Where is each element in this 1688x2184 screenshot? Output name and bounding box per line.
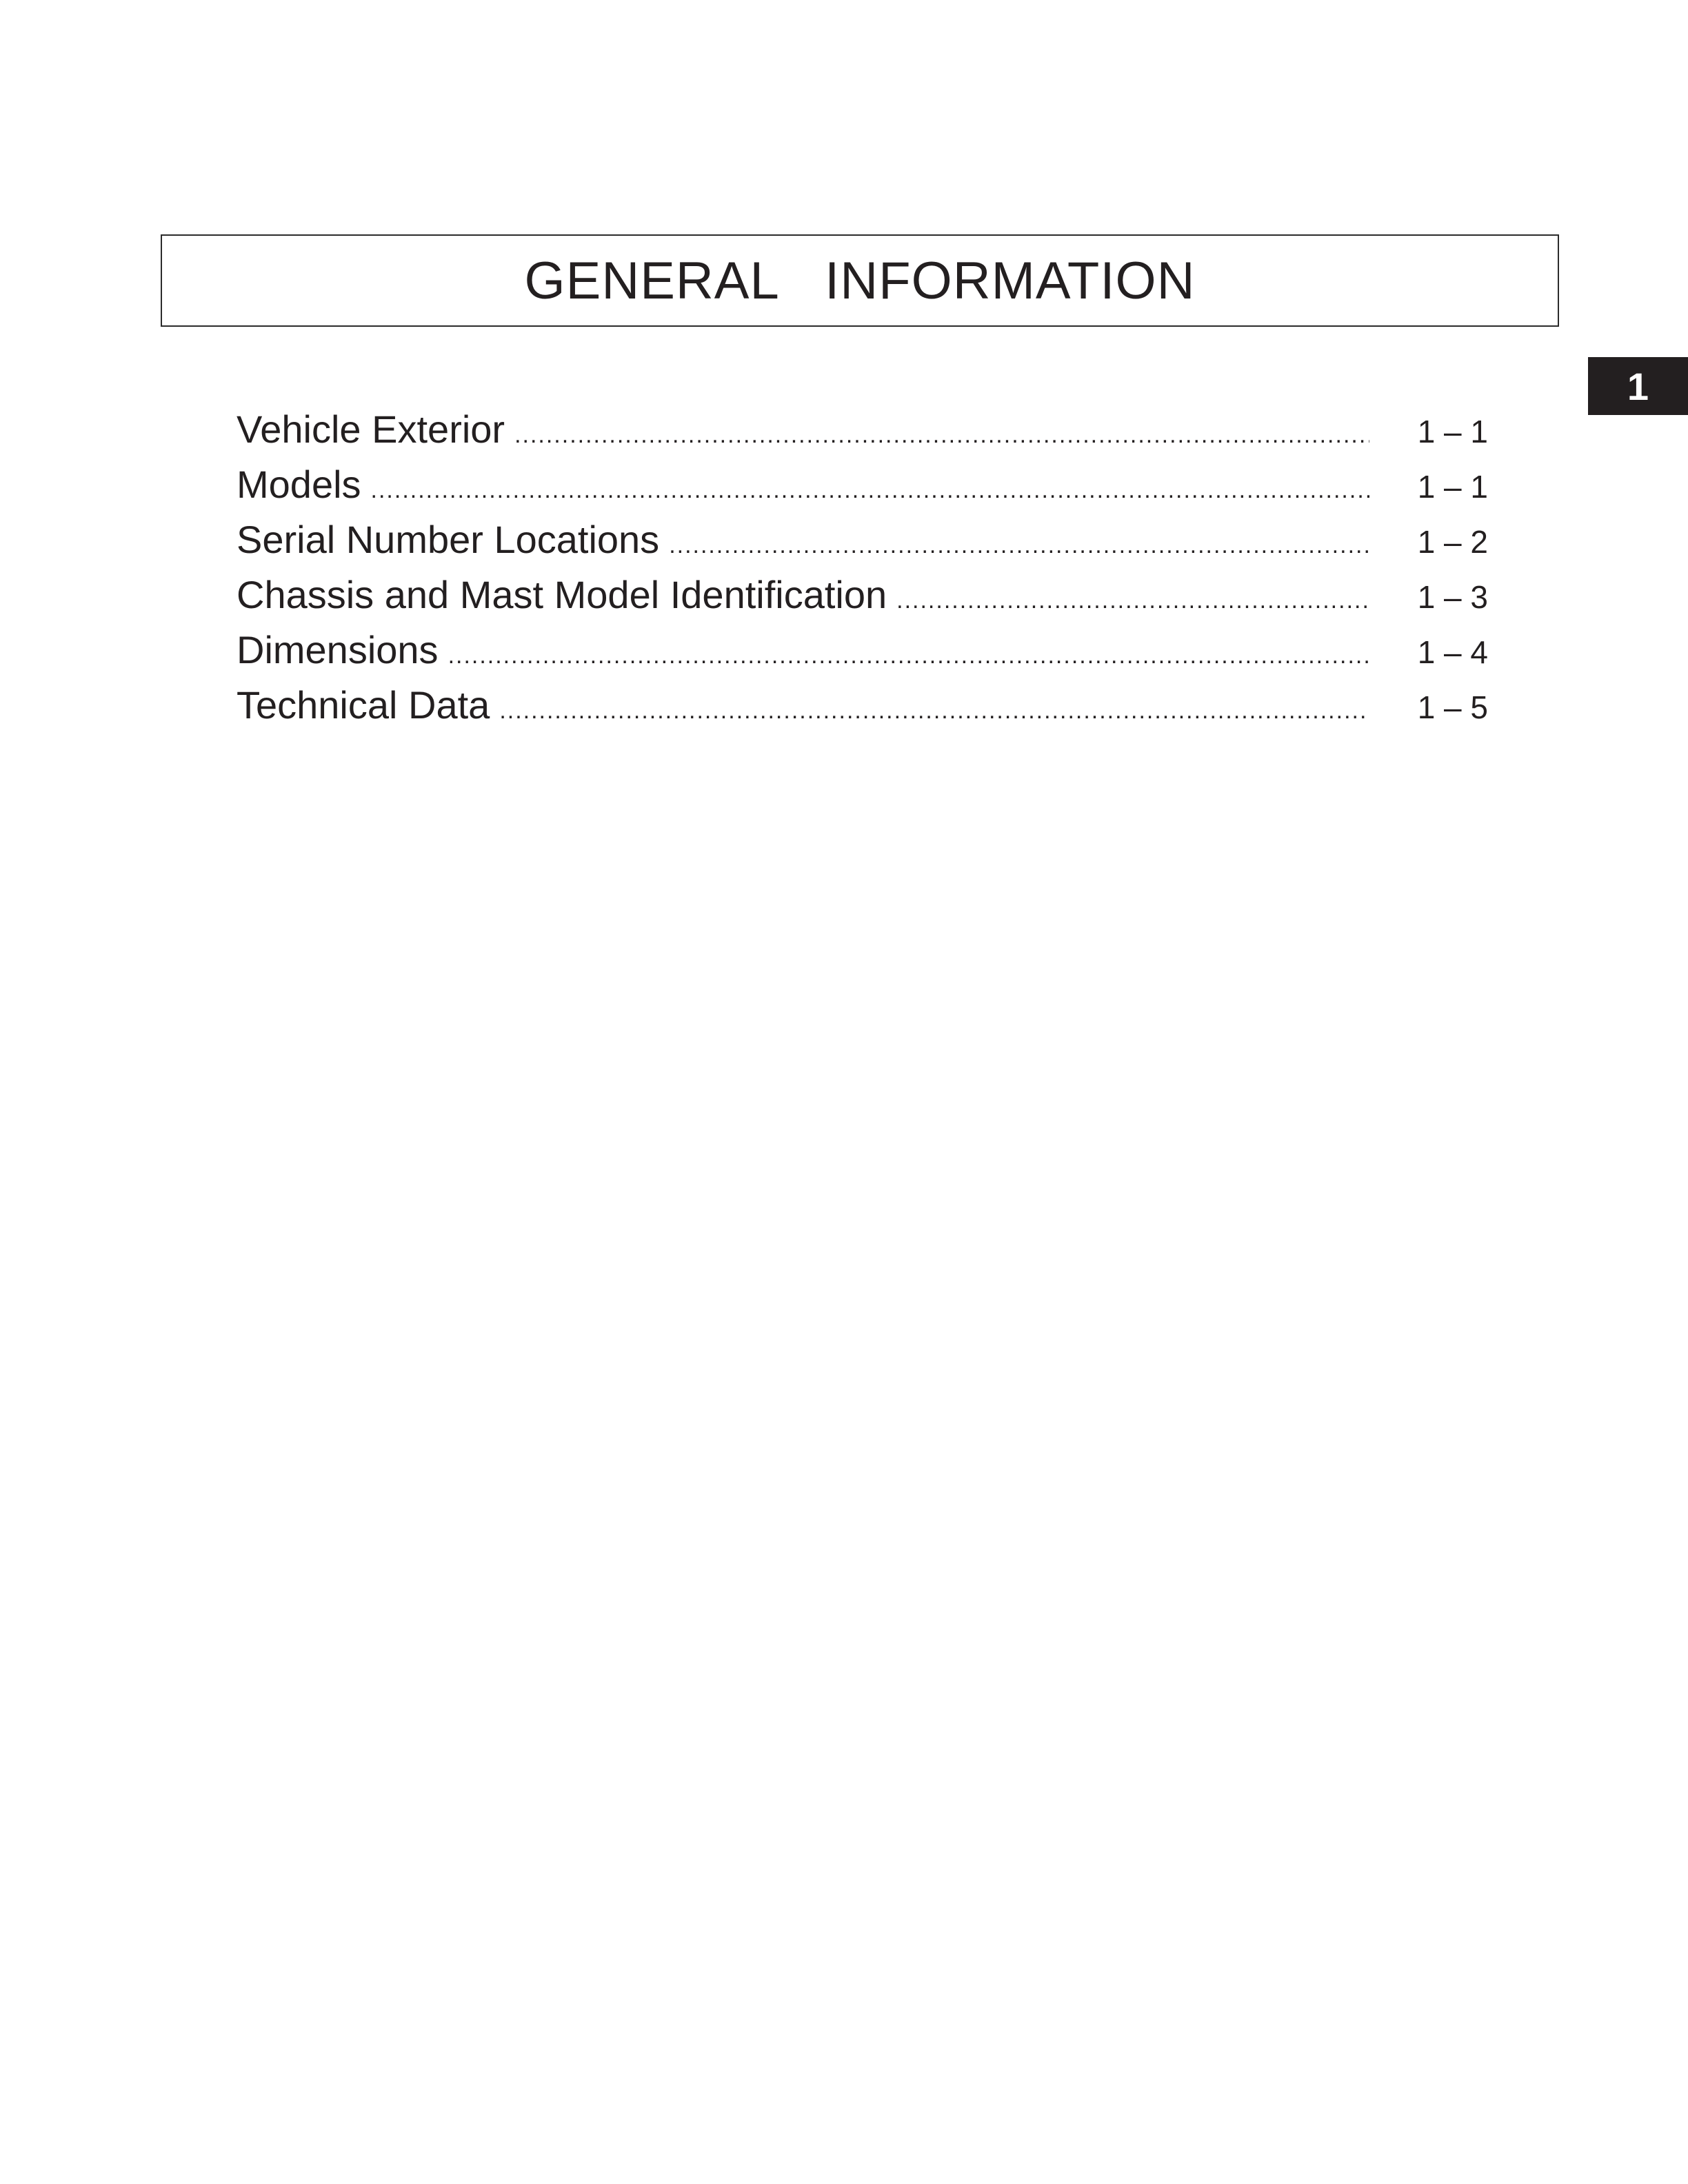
chapter-tab[interactable] <box>1588 357 1688 415</box>
toc-entry-page[interactable]: 1 – 1 <box>1417 414 1488 449</box>
dot-leader <box>669 532 1369 559</box>
toc-entry-models[interactable] <box>237 462 1488 517</box>
dot-leader <box>448 643 1369 669</box>
toc-entry-title[interactable]: Technical Data <box>237 683 490 727</box>
toc-entry-dimensions[interactable] <box>237 627 1488 682</box>
toc-entry-page[interactable]: 1 – 2 <box>1417 524 1488 560</box>
toc-entry-page[interactable]: 1 – 3 <box>1417 579 1488 615</box>
toc-entry-technical-data[interactable] <box>237 682 1488 738</box>
dot-leader <box>499 698 1369 725</box>
table-of-contents <box>237 407 1488 738</box>
chapter-number: 1 <box>1627 364 1649 408</box>
toc-entry-title[interactable]: Vehicle Exterior <box>237 407 505 451</box>
toc-entry-chassis-and-mast-model-identification[interactable] <box>237 572 1488 627</box>
dot-leader <box>371 477 1369 504</box>
toc-entry-title[interactable]: Chassis and Mast Model Identification <box>237 573 887 616</box>
toc-entry-page[interactable]: 1 – 5 <box>1417 689 1488 725</box>
section-title-box <box>161 234 1559 327</box>
toc-entry-vehicle-exterior[interactable] <box>237 407 1488 462</box>
toc-entry-title[interactable]: Dimensions <box>237 628 439 671</box>
toc-entry-title[interactable]: Serial Number Locations <box>237 518 660 561</box>
section-title: GENERAL INFORMATION <box>524 251 1196 310</box>
toc-entry-title[interactable]: Models <box>237 463 361 506</box>
toc-entry-page[interactable]: 1 – 4 <box>1417 634 1488 670</box>
dot-leader <box>514 422 1369 449</box>
toc-entry-page[interactable]: 1 – 1 <box>1417 469 1488 505</box>
toc-entry-serial-number-locations[interactable] <box>237 517 1488 572</box>
dot-leader <box>896 587 1369 614</box>
